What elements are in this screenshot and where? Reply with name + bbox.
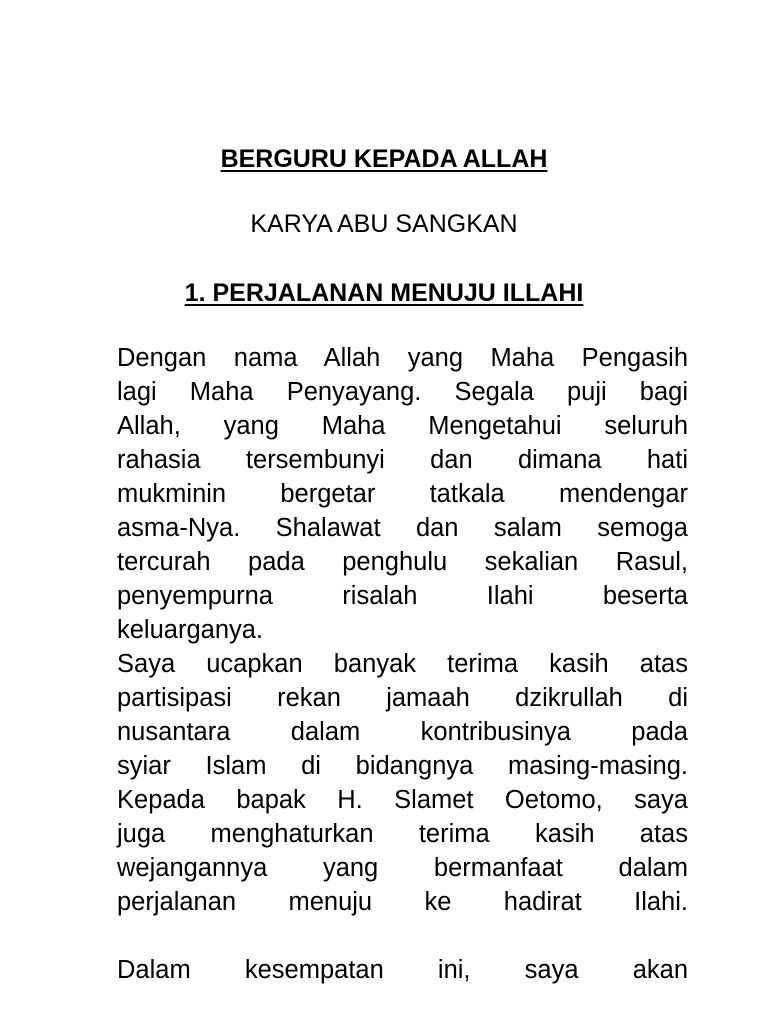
text-line: juga menghaturkan terima kasih atas [117, 820, 688, 848]
text-line: tercurah pada penghulu sekalian Rasul, [117, 548, 688, 576]
text-line: mukminin bergetar tatkala mendengar [117, 480, 688, 508]
chapter-heading: 1. PERJALANAN MENUJU ILLAHI [184, 279, 584, 307]
text-line: partisipasi rekan jamaah dzikrullah di [117, 684, 688, 712]
text-line: Dengan nama Allah yang Maha Pengasih [117, 344, 688, 372]
text-line: perjalanan menuju ke hadirat Ilahi. [117, 888, 688, 916]
text-line: nusantara dalam kontribusinya pada [117, 718, 688, 746]
text-line: wejangannya yang bermanfaat dalam [117, 854, 688, 882]
text-line: syiar Islam di bidangnya masing-masing. [117, 752, 688, 780]
text-line: Allah, yang Maha Mengetahui seluruh [117, 412, 688, 440]
text-line: lagi Maha Penyayang. Segala puji bagi [117, 378, 688, 406]
document-title: BERGURU KEPADA ALLAH [220, 145, 548, 173]
document-author: KARYA ABU SANGKAN [250, 210, 518, 238]
text-line: Dalam kesempatan ini, saya akan [117, 956, 688, 984]
body-text [117, 341, 688, 987]
text-line: Kepada bapak H. Slamet Oetomo, saya [117, 786, 688, 814]
text-line: rahasia tersembunyi dan dimana hati [117, 446, 688, 474]
text-line: keluarganya. [117, 616, 264, 644]
paragraph-gap [117, 919, 688, 953]
text-line: asma-Nya. Shalawat dan salam semoga [117, 514, 688, 542]
text-line: penyempurna risalah Ilahi beserta [117, 582, 688, 610]
text-line: Saya ucapkan banyak terima kasih atas [117, 650, 688, 678]
